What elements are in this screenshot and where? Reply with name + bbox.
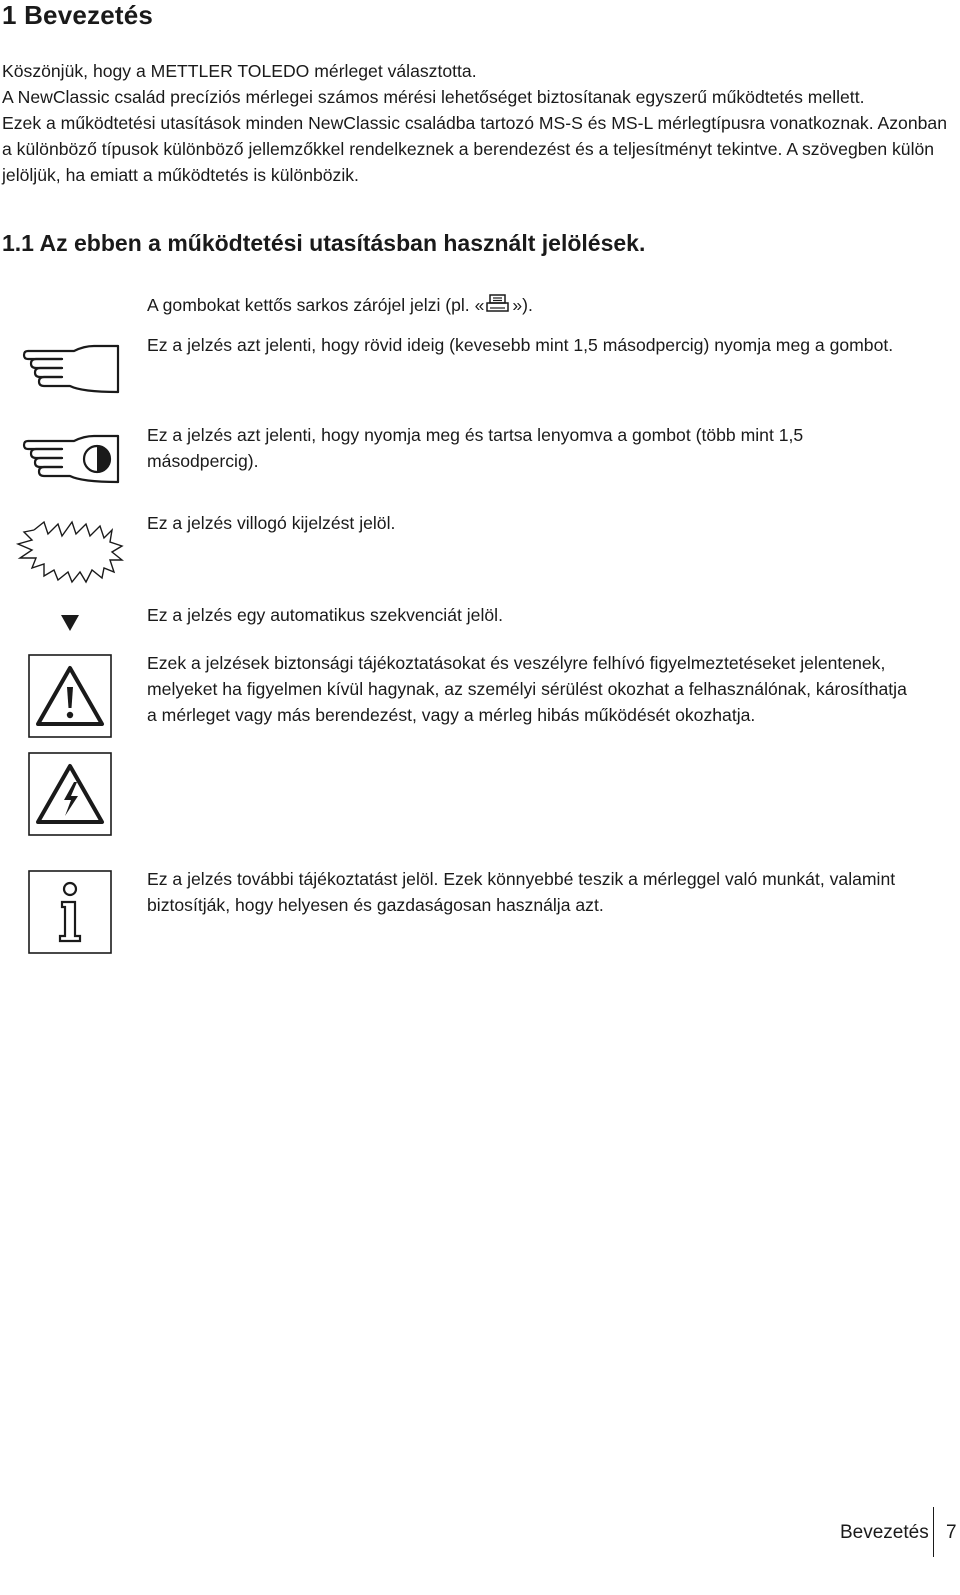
intro-text <box>2 58 947 188</box>
pointing-hand-icon <box>22 340 120 396</box>
intro-paragraph-1: Köszönjük, hogy a METTLER TOLEDO mérleget választotta. <box>2 61 477 81</box>
warning-triangle-icon <box>28 654 112 738</box>
intro-paragraph-2: A NewClassic család precíziós mérlegei számos mérési lehetőséget biztosítanak egyszerű működtetés mellett. <box>2 87 865 107</box>
footer-divider <box>933 1507 934 1557</box>
flashing-description: Ez a jelzés villogó kijelzést jelöl. <box>147 513 396 533</box>
buttons-notation-suffix: »). <box>512 295 533 315</box>
flashing-burst-icon <box>14 518 126 584</box>
safety-description: Ezek a jelzések biztonsági tájékoztatásokat és veszélyre felhívó figyelmeztetéseket jelentenek, melyeket ha figyelmen kívül hagynak, az személyi sérülést okozhat a felhasználónak, károsíthatja a mérleget vagy más berendezést, vagy a mérleg hibás működését okozhatja. <box>147 653 907 725</box>
down-triangle-icon <box>60 614 80 632</box>
info-description: Ez a jelzés további tájékoztatást jelöl. Ezek könnyebbé teszik a mérleggel való munkát, valamint biztosítják, hogy helyesen és gazdaságosan használja azt. <box>147 869 896 915</box>
short-press-description: Ez a jelzés azt jelenti, hogy rövid ideig (kevesebb mint 1,5 másodpercig) nyomja meg a gombot. <box>147 335 894 355</box>
page-title: 1 Bevezetés <box>2 0 154 30</box>
intro-paragraph-3: Ezek a működtetési utasítások minden NewClassic családba tartozó MS-S és MS-L mérlegtípusra vonatkoznak. Azonban a különböző típusok különböző jellemzőkkel rendelkeznek a berendezést és a teljesítményt tekintve. A szövegben külön jelöljük, ha emiatt a működtetés is különbözik. <box>2 113 947 185</box>
electrical-hazard-icon <box>28 752 112 836</box>
footer-section-title: Bevezetés <box>840 1522 929 1543</box>
section-heading: 1.1 Az ebben a működtetési utasításban használt jelölések. <box>2 230 646 256</box>
printer-icon <box>486 294 510 314</box>
buttons-notation <box>147 292 907 318</box>
info-icon <box>28 870 112 954</box>
buttons-notation-prefix: A gombokat kettős sarkos zárójel jelzi (pl. « <box>147 295 485 315</box>
long-press-description: Ez a jelzés azt jelenti, hogy nyomja meg és tartsa lenyomva a gombot (több mint 1,5 másodpercig). <box>147 425 804 471</box>
page-number: 7 <box>946 1522 957 1543</box>
sequence-description: Ez a jelzés egy automatikus szekvenciát jelöl. <box>147 605 503 625</box>
pointing-hand-clock-icon <box>22 430 120 486</box>
